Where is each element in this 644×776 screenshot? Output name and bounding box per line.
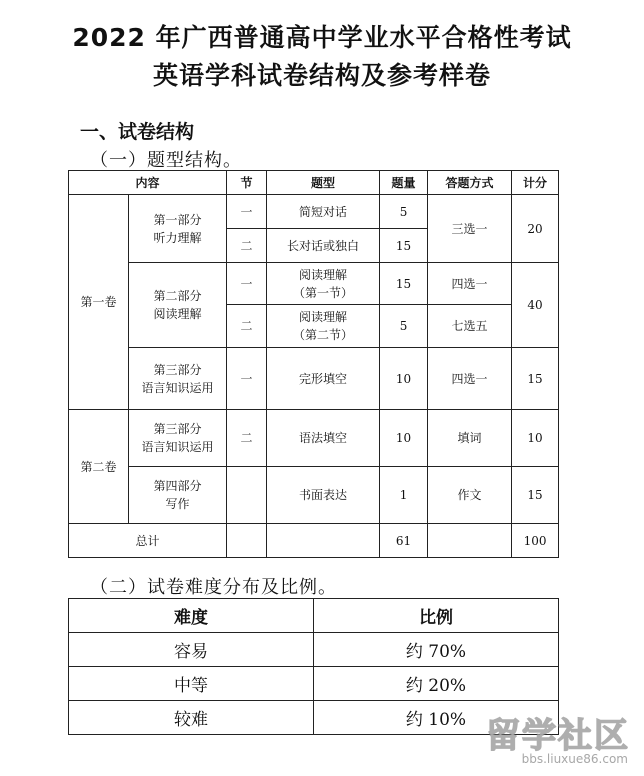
part-language-cell: 第三部分 语言知识运用 [129, 410, 227, 467]
type-cell: 阅读理解 （第一节） [267, 263, 380, 305]
count-cell: 10 [380, 348, 428, 410]
header-score: 计分 [512, 171, 559, 195]
count-cell: 5 [380, 195, 428, 229]
subheading-difficulty: （二）试卷难度分布及比例。 [90, 577, 337, 598]
header-count: 题量 [380, 171, 428, 195]
count-cell: 15 [380, 263, 428, 305]
difficulty-level: 较难 [69, 701, 314, 735]
structure-header-row [69, 171, 559, 195]
document-title-line2: 英语学科试卷结构及参考样卷 [152, 61, 491, 90]
table-row [69, 633, 559, 667]
section-cell: 一 [227, 195, 267, 229]
difficulty-ratio: 约 70% [314, 633, 559, 667]
total-label: 总计 [69, 524, 227, 558]
count-cell: 1 [380, 467, 428, 524]
difficulty-ratio: 约 20% [314, 667, 559, 701]
section-cell: 二 [227, 229, 267, 263]
total-count: 61 [380, 524, 428, 558]
volume-2-cell: 第二卷 [69, 410, 129, 524]
section-heading-structure: 一、试卷结构 [80, 121, 195, 143]
score-cell: 15 [512, 348, 559, 410]
section-cell: 一 [227, 263, 267, 305]
score-cell: 40 [512, 263, 559, 348]
type-cell: 书面表达 [267, 467, 380, 524]
header-difficulty: 难度 [69, 599, 314, 633]
part-listening-cell: 第一部分 听力理解 [129, 195, 227, 263]
header-type: 题型 [267, 171, 380, 195]
header-content: 内容 [69, 171, 227, 195]
score-cell: 15 [512, 467, 559, 524]
table-row [69, 263, 559, 305]
structure-table [68, 170, 559, 558]
total-section-empty [227, 524, 267, 558]
answer-cell: 四选一 [428, 348, 512, 410]
total-score: 100 [512, 524, 559, 558]
section-cell [227, 467, 267, 524]
answer-cell: 三选一 [428, 195, 512, 263]
type-cell: 语法填空 [267, 410, 380, 467]
part-writing-cell: 第四部分 写作 [129, 467, 227, 524]
subheading-question-types: （一）题型结构。 [90, 150, 242, 171]
part-language-cell: 第三部分 语言知识运用 [129, 348, 227, 410]
section-cell: 二 [227, 410, 267, 467]
answer-cell: 填词 [428, 410, 512, 467]
count-cell: 10 [380, 410, 428, 467]
count-cell: 15 [380, 229, 428, 263]
total-row [69, 524, 559, 558]
part-reading-cell: 第二部分 阅读理解 [129, 263, 227, 348]
table-row [69, 667, 559, 701]
table-row [69, 348, 559, 410]
total-answer-empty [428, 524, 512, 558]
table-row [69, 195, 559, 229]
difficulty-level: 中等 [69, 667, 314, 701]
table-row [69, 467, 559, 524]
total-type-empty [267, 524, 380, 558]
section-cell: 二 [227, 305, 267, 348]
count-cell: 5 [380, 305, 428, 348]
score-cell: 20 [512, 195, 559, 263]
header-answer-method: 答题方式 [428, 171, 512, 195]
document-title-line1: 2022 年广西普通高中学业水平合格性考试 [72, 23, 572, 52]
answer-cell: 作文 [428, 467, 512, 524]
type-cell: 完形填空 [267, 348, 380, 410]
header-ratio: 比例 [314, 599, 559, 633]
section-cell: 一 [227, 348, 267, 410]
watermark-logo-text: 留学社区 [486, 716, 630, 756]
answer-cell: 四选一 [428, 263, 512, 305]
answer-cell: 七选五 [428, 305, 512, 348]
difficulty-ratio: 约 10% [314, 701, 559, 735]
difficulty-level: 容易 [69, 633, 314, 667]
watermark [470, 708, 630, 766]
table-row [69, 410, 559, 467]
type-cell: 简短对话 [267, 195, 380, 229]
type-cell: 长对话或独白 [267, 229, 380, 263]
header-section: 节 [227, 171, 267, 195]
watermark-url: bbs.liuxue86.com [521, 752, 628, 766]
score-cell: 10 [512, 410, 559, 467]
type-cell: 阅读理解 （第二节） [267, 305, 380, 348]
volume-1-cell: 第一卷 [69, 195, 129, 410]
difficulty-header-row [69, 599, 559, 633]
